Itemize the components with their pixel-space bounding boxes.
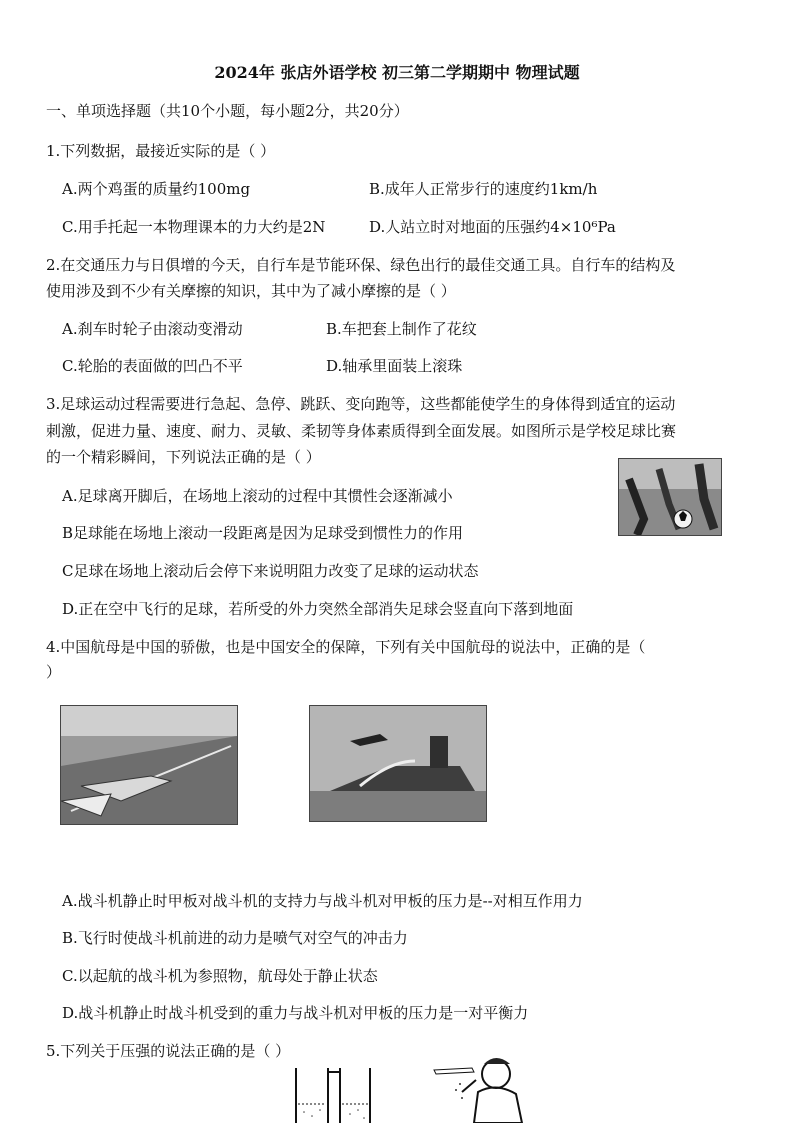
connected-vessel-diagram bbox=[292, 1068, 374, 1123]
question-2-stem-line2: 使用涉及到不少有关摩擦的知识，其中为了减小摩擦的是（ ） bbox=[46, 282, 456, 300]
question-3-stem-line1: 3.足球运动过程需要进行急起、急停、跳跃、变向跑等，这些都能使学生的身体得到适宜的运动 bbox=[46, 395, 676, 413]
question-1-option-b: B.成年人正常步行的速度约1km/h bbox=[369, 180, 598, 198]
question-2-option-d: D.轴承里面装上滚珠 bbox=[326, 357, 463, 375]
question-3-option-a: A.足球离开脚后，在场地上滚动的过程中其惯性会逐渐减小 bbox=[62, 487, 453, 505]
question-2-stem-line1: 2.在交通压力与日俱增的今天，自行车是节能环保、绿色出行的最佳交通工具。自行车的结构及 bbox=[46, 256, 676, 274]
question-2-option-c: C.轮胎的表面做的凹凸不平 bbox=[62, 357, 243, 375]
question-1-stem: 1.下列数据，最接近实际的是（ ） bbox=[46, 142, 276, 160]
question-4-stem-line1: 4.中国航母是中国的骄傲，也是中国安全的保障，下列有关中国航母的说法中，正确的是（ bbox=[46, 638, 646, 656]
question-3-option-c: C足球在场地上滚动后会停下来说明阻力改变了足球的运动状态 bbox=[62, 562, 479, 580]
football-match-image bbox=[618, 458, 722, 536]
aircraft-carrier-image bbox=[309, 705, 487, 822]
page-title: 2024年 张店外语学校 初三第二学期期中 物理试题 bbox=[214, 63, 580, 82]
person-blowing-paper-image bbox=[432, 1052, 528, 1123]
question-4-option-a: A.战斗机静止时甲板对战斗机的支持力与战斗机对甲板的压力是--对相互作用力 bbox=[62, 892, 583, 910]
question-1-option-d: D.人站立时对地面的压强约4×10⁶Pa bbox=[369, 218, 616, 236]
question-5-stem: 5.下列关于压强的说法正确的是（ ） bbox=[46, 1042, 291, 1060]
question-2-option-a: A.刹车时轮子由滚动变滑动 bbox=[62, 320, 243, 338]
question-4-option-b: B.飞行时使战斗机前进的动力是喷气对空气的冲击力 bbox=[62, 929, 408, 947]
question-2-option-b: B.车把套上制作了花纹 bbox=[326, 320, 477, 338]
question-4-option-d: D.战斗机静止时战斗机受到的重力与战斗机对甲板的压力是一对平衡力 bbox=[62, 1004, 529, 1022]
question-4-option-c: C.以起航的战斗机为参照物，航母处于静止状态 bbox=[62, 967, 378, 985]
question-3-stem-line2: 刺激，促进力量、速度、耐力、灵敏、柔韧等身体素质得到全面发展。如图所示是学校足球比赛 bbox=[46, 422, 677, 440]
question-1-option-a: A.两个鸡蛋的质量约100mg bbox=[62, 180, 251, 198]
question-3-option-b: B足球能在场地上滚动一段距离是因为足球受到惯性力的作用 bbox=[62, 524, 464, 542]
question-1-option-c: C.用手托起一本物理课本的力大约是2N bbox=[62, 218, 326, 236]
aircraft-deck-image bbox=[60, 705, 238, 825]
section-heading: 一、单项选择题（共10个小题，每小题2分，共20分） bbox=[46, 102, 409, 120]
question-3-option-d: D.正在空中飞行的足球，若所受的外力突然全部消失足球会竖直向下落到地面 bbox=[62, 600, 574, 618]
question-3-stem-line3: 的一个精彩瞬间，下列说法正确的是（ ） bbox=[46, 448, 321, 466]
question-4-stem-line2: ） bbox=[46, 663, 62, 681]
